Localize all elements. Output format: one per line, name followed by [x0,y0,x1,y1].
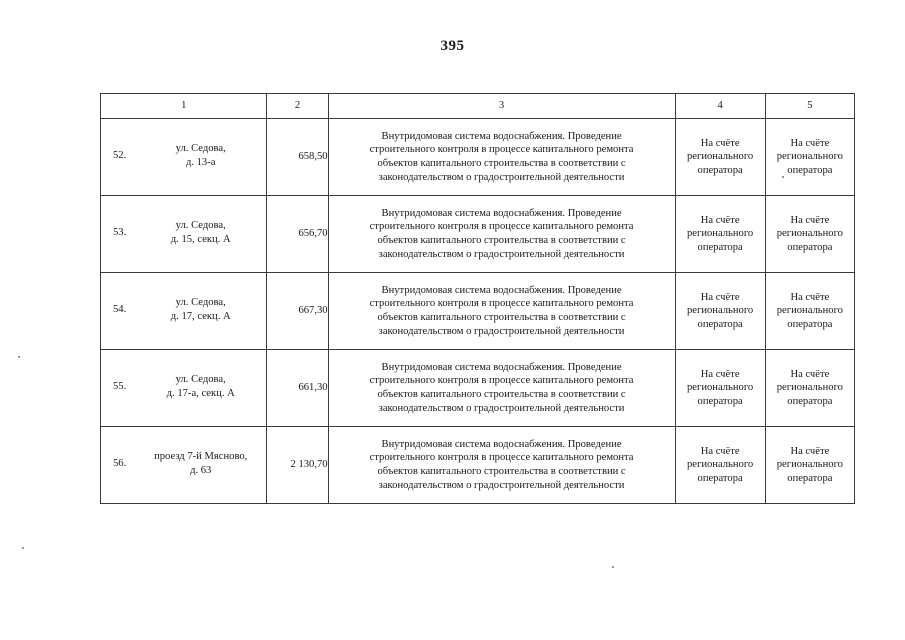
address-line: ул. Седова, [175,143,226,154]
work-description-line: Внутридомовая система водоснабжения. Проведение [381,438,622,450]
page-number: 395 [440,38,465,54]
operator-line: На счёте [790,291,830,303]
work-description-cell [328,427,675,504]
address-line: д. 17-а, секц. А [166,387,235,399]
work-description-line: строительного контроля в процессе капитального ремонта [369,452,634,464]
area-cell: 2 130,70 [267,427,328,504]
work-description-cell [328,196,675,273]
work-description-line: объектов капитального строительства в соответствии с [377,235,626,246]
operator-line: регионального [776,459,843,471]
work-description-line: законодательством о градостроительной деятельности [378,248,625,260]
area-cell: 661,30 [267,350,328,427]
address-line: д. 15, секц. А [170,233,231,245]
operator-line: оператора [787,318,833,330]
scan-speck [782,176,784,178]
operator-line: регионального [686,228,754,240]
operator-line: На счёте [790,368,830,380]
scan-speck [612,566,614,568]
operator-line: На счёте [790,137,830,149]
fund-cell [765,350,854,427]
operator-line: оператора [787,472,833,484]
work-description-line: Внутридомовая система водоснабжения. Проведение [381,130,622,142]
address [139,450,262,477]
work-description-line: строительного контроля в процессе капитального ремонта [369,144,634,156]
header-cell: 5 [765,94,854,119]
account-cell [675,273,765,350]
operator-line: оператора [787,241,833,253]
work-description-cell [328,273,675,350]
work-description-cell [328,350,675,427]
row-number: 56. [113,458,127,469]
table-row [101,427,855,504]
address-cell [101,119,267,196]
address-line: проезд 7-й Мясново, [154,451,248,462]
operator-line: оператора [787,164,833,176]
account-cell [675,119,765,196]
account-cell [675,427,765,504]
operator-line: регионального [686,459,754,471]
table-header-row [101,94,855,119]
operator-line: оператора [787,395,833,407]
operator-line: На счёте [700,445,740,457]
operator-line: На счёте [790,214,830,226]
header-cell: 4 [675,94,765,119]
address [139,142,262,169]
row-number: 52. [113,150,127,161]
work-description-line: строительного контроля в процессе капитального ремонта [369,298,634,310]
work-description-line: Внутридомовая система водоснабжения. Проведение [381,361,622,373]
work-description-line: Внутридомовая система водоснабжения. Проведение [381,284,622,296]
operator-line: оператора [697,164,743,176]
address-line: д. 13-а [185,156,216,168]
row-number: 54. [113,304,127,315]
work-description-line: строительного контроля в процессе капитального ремонта [369,375,634,387]
header-cell: 3 [328,94,675,119]
area-cell: 656,70 [267,196,328,273]
account-cell [675,196,765,273]
header-cell: 1 [101,94,267,119]
work-description-line: законодательством о градостроительной деятельности [378,479,625,491]
area-cell: 667,30 [267,273,328,350]
operator-line: регионального [686,151,754,163]
work-description-line: объектов капитального строительства в соответствии с [377,312,626,323]
fund-cell [765,273,854,350]
operator-line: регионального [776,305,843,317]
work-description-line: законодательством о градостроительной деятельности [378,402,625,414]
work-description-line: законодательством о градостроительной деятельности [378,325,625,337]
fund-cell [765,427,854,504]
operator-line: На счёте [700,368,740,380]
operator-line: регионального [686,305,754,317]
operator-line: регионального [776,228,843,240]
area-cell: 658,50 [267,119,328,196]
operator-line: оператора [697,472,743,484]
operator-line: оператора [697,318,743,330]
table-row [101,196,855,273]
work-description-line: строительного контроля в процессе капитального ремонта [369,221,634,233]
work-description-line: объектов капитального строительства в соответствии с [377,466,626,477]
address-cell [101,427,267,504]
address-cell [101,196,267,273]
header-cell: 2 [267,94,328,119]
address-line: ул. Седова, [175,374,226,385]
work-description-line: объектов капитального строительства в соответствии с [377,158,626,169]
scan-speck [18,356,20,358]
table-row [101,350,855,427]
works-table [100,93,855,504]
scan-speck [22,547,24,549]
operator-line: На счёте [790,445,830,457]
address [139,373,262,400]
address-cell [101,273,267,350]
address-cell [101,350,267,427]
table-row [101,273,855,350]
address-line: д. 17, секц. А [170,310,231,322]
operator-line: На счёте [700,137,740,149]
work-description-line: Внутридомовая система водоснабжения. Проведение [381,207,622,219]
work-description-line: объектов капитального строительства в соответствии с [377,389,626,400]
operator-line: регионального [776,382,843,394]
fund-cell [765,119,854,196]
address [139,296,262,323]
row-number: 55. [113,381,127,392]
account-cell [675,350,765,427]
fund-cell [765,196,854,273]
work-description-line: законодательством о градостроительной деятельности [378,171,625,183]
address-line: д. 63 [190,464,212,476]
address-line: ул. Седова, [175,297,226,308]
address [139,219,262,246]
operator-line: регионального [776,151,843,163]
row-number: 53. [113,227,127,238]
operator-line: оператора [697,395,743,407]
operator-line: На счёте [700,291,740,303]
work-description-cell [328,119,675,196]
operator-line: регионального [686,382,754,394]
table-row [101,119,855,196]
operator-line: На счёте [700,214,740,226]
operator-line: оператора [697,241,743,253]
address-line: ул. Седова, [175,220,226,231]
